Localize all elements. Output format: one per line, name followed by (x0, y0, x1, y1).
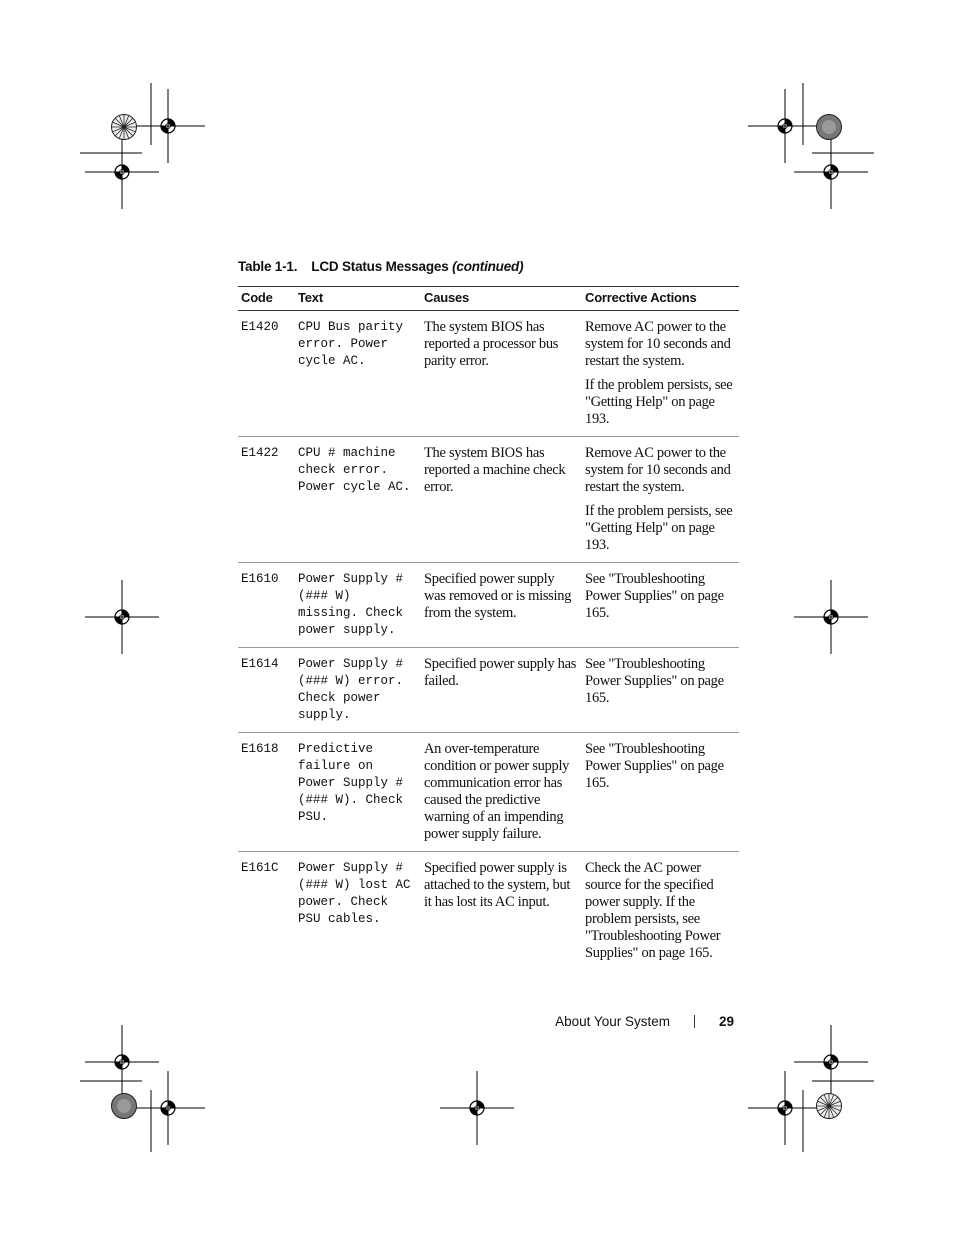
table-row (238, 311, 739, 437)
table-row (238, 648, 739, 733)
page-footer (555, 1014, 734, 1029)
registration-mark-icon (131, 89, 205, 163)
registration-mark-icon (748, 1071, 822, 1145)
code-cell: E1420 (238, 311, 295, 437)
registration-mark-icon (794, 580, 868, 654)
actions-cell (582, 733, 739, 852)
code-cell: E1422 (238, 437, 295, 563)
table-caption-label: Table 1-1. (238, 259, 298, 274)
text-cell: Power Supply # (### W) error. Check power supply. (295, 648, 421, 733)
registration-mark-icon (85, 580, 159, 654)
registration-mark-icon (794, 1025, 868, 1099)
lcd-status-table (238, 286, 739, 970)
action-paragraph: Remove AC power to the system for 10 seconds and restart the system. (585, 319, 731, 369)
page-number: 29 (718, 1014, 734, 1029)
action-paragraph: Remove AC power to the system for 10 seconds and restart the system. (585, 445, 731, 495)
action-paragraph: See "Troubleshooting Power Supplies" on page 165. (585, 741, 724, 791)
causes-cell: The system BIOS has reported a processor bus parity error. (421, 311, 582, 437)
starburst-mark-icon (112, 115, 137, 140)
table-row (238, 733, 739, 852)
action-paragraph: Check the AC power source for the specified power supply. If the problem persists, see "Troubleshooting Power Supplies" on page 165. (585, 860, 721, 961)
registration-mark-icon (794, 135, 868, 209)
starburst-mark-icon (817, 115, 842, 140)
action-paragraph: See "Troubleshooting Power Supplies" on page 165. (585, 656, 724, 706)
actions-cell (582, 563, 739, 648)
action-paragraph: See "Troubleshooting Power Supplies" on page 165. (585, 571, 724, 621)
column-header-corrective-actions: Corrective Actions (582, 287, 739, 311)
footer-divider (694, 1015, 695, 1028)
causes-cell: An over-temperature condition or power supply communication error has caused the predictive warning of an impending power supply failure. (421, 733, 582, 852)
code-cell: E1614 (238, 648, 295, 733)
table-header-row (238, 287, 739, 311)
actions-cell (582, 311, 739, 437)
footer-section-title: About Your System (555, 1014, 670, 1029)
code-cell: E161C (241, 861, 279, 875)
text-cell: Power Supply # (### W) lost AC power. Check PSU cables. (298, 861, 411, 926)
column-header-causes: Causes (421, 287, 582, 311)
table-caption (238, 259, 523, 274)
table-row (238, 563, 739, 648)
starburst-mark-icon (112, 1094, 137, 1119)
code-cell: E1610 (238, 563, 295, 648)
text-cell: CPU Bus parity error. Power cycle AC. (295, 311, 421, 437)
table-row (238, 437, 739, 563)
registration-mark-icon (131, 1071, 205, 1145)
column-header-code: Code (238, 287, 295, 311)
causes-cell: Specified power supply was removed or is missing from the system. (421, 563, 582, 648)
registration-mark-icon (748, 89, 822, 163)
action-paragraph: If the problem persists, see "Getting Help" on page 193. (585, 377, 733, 427)
registration-mark-icon (440, 1071, 514, 1145)
registration-mark-icon (85, 135, 159, 209)
causes-cell: Specified power supply is attached to the system, but it has lost its AC input. (424, 860, 571, 910)
table-caption-continued: (continued) (452, 259, 524, 274)
registration-mark-icon (85, 1025, 159, 1099)
table-row (238, 852, 739, 971)
causes-cell: Specified power supply has failed. (421, 648, 582, 733)
actions-cell (582, 437, 739, 563)
code-cell: E1618 (238, 733, 295, 852)
table-caption-title: LCD Status Messages (311, 259, 449, 274)
column-header-text: Text (295, 287, 421, 311)
action-paragraph: If the problem persists, see "Getting Help" on page 193. (585, 503, 733, 553)
starburst-mark-icon (817, 1094, 842, 1119)
causes-cell: The system BIOS has reported a machine check error. (421, 437, 582, 563)
text-cell: Power Supply # (### W) missing. Check power supply. (295, 563, 421, 648)
text-cell: CPU # machine check error. Power cycle AC. (295, 437, 421, 563)
actions-cell (582, 852, 739, 971)
actions-cell (582, 648, 739, 733)
text-cell: Predictive failure on Power Supply # (### W). Check PSU. (295, 733, 421, 852)
